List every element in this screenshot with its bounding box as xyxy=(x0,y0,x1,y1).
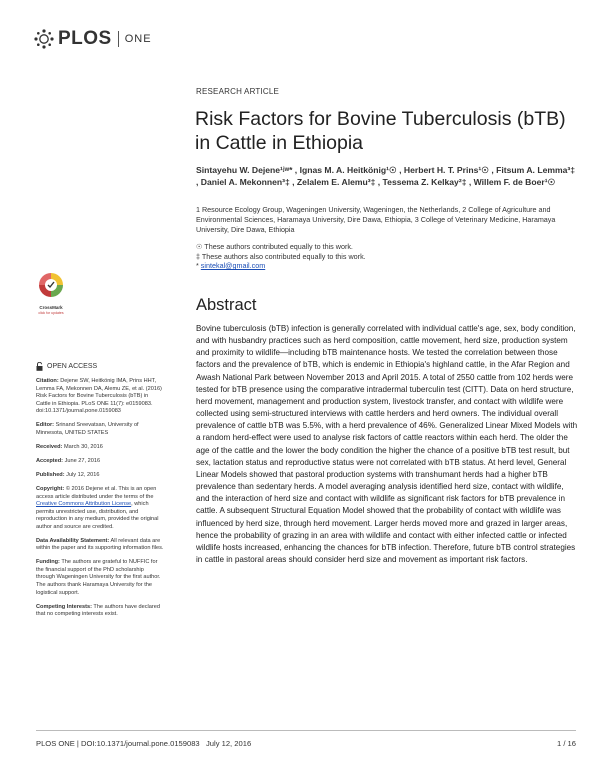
published-value: July 12, 2016 xyxy=(66,471,100,478)
copyright-pre: © 2016 Dejene et al. This is an open access article distributed under the terms of the xyxy=(36,485,157,500)
accepted-value: June 27, 2016 xyxy=(64,457,101,464)
footer-citation: PLOS ONE | DOI:10.1371/journal.pone.0159083 July 12, 2016 xyxy=(36,739,252,748)
published-date xyxy=(36,472,164,480)
abstract-text: Bovine tuberculosis (bTB) infection is generally correlated with individual cattle's age, sex, body condition, and with husbandry practices such as herd composition, cattle movement, herd size, production system and proximity to wildlife—including bTB maintenance hosts. We tested the correlation between those factors and the prevalence of bTB, which is endemic in Ethiopia's highland cattle, in the Afar Region and Awash National Park between November 2013 and April 2015. A total of 2550 cattle from 102 herds were tested for bTB presence using the comparative intradermal tuberculin test (CITT). Data on herd structure, herd movement, management and production system, livestock transfer, and contact with wildlife were collected using semi-structured interviews with cattle herders and herd owners. The individual overall prevalence of cattle bTB was 5.5%, with a herd prevalence of 46%. Generalized Linear Mixed Models with a random herd-effect were used to analyse risk factors of cattle reactors within each herd. The older the age of the cattle and the lower the body condition the higher the chance of a positive bTB test result, but sex, lactation status and reproductive status were not correlated with bTB status. At herd level, General Linear Models showed that pastoral production systems with transhumant herds had a higher bTB prevalence than sedentary herds. A model averaging analysis identified herd size, contact with wildlife, and the interaction of herd size and contact with wildlife as significant risk factors for bTB prevalence in cattle. A subsequent Structural Equation Model showed that the probability of contact with wildlife was influenced by herd size, through herd movement. Larger herds moved more and grazed in larger areas, hence the probability of grazing in an area with wildlife and contact with either infected cattle or infected wildlife hosts increased, enhancing the chances for bTB infection. Therefore, future bTB control strategies in cattle in pastoral areas should consider herd size and movement as important risk factors. xyxy=(196,324,578,564)
also-equal-contribution-note: ‡ These authors also contributed equally to this work. xyxy=(196,251,366,261)
citation-text: Dejene SW, Heitkönig IMA, Prins HHT, Lemma FA, Mekonnen DA, Alemu ZE, et al. (2016) Risk Factors for Bovine Tuberculosis (bTB) in Cattle in Ethiopia. PLoS ONE 11(7): e0159083. doi:10.1371/journal.pone.0159083 xyxy=(36,378,162,415)
copyright-label: Copyright: xyxy=(36,485,65,492)
article-title: Risk Factors for Bovine Tuberculosis (bTB) in Cattle in Ethiopia xyxy=(195,108,566,154)
competing-interests xyxy=(36,604,164,619)
accepted-label: Accepted: xyxy=(36,457,64,464)
data-availability-text: All relevant data are within the paper and its supporting information files. xyxy=(36,537,164,552)
plos-one-logo[interactable] xyxy=(33,28,152,50)
received-date xyxy=(36,444,164,452)
data-availability-label: Data Availability Statement: xyxy=(36,537,110,544)
funding-text: The authors are grateful to NUFFIC for the financial support of the PhD scholarship through Wageningen University for the first author. The authors thank Haramaya University for the logistical support. xyxy=(36,559,161,596)
data-availability xyxy=(36,538,164,553)
page-number: 1 / 16 xyxy=(557,739,576,748)
accepted-date xyxy=(36,458,164,466)
open-lock-icon xyxy=(36,362,43,371)
crossmark-label: CrossMark xyxy=(39,305,63,310)
equal-contribution-note: ☉ These authors contributed equally to this work. xyxy=(196,242,353,251)
logo-divider xyxy=(118,31,119,47)
author-notes xyxy=(196,242,580,271)
crossmark-icon[interactable] xyxy=(36,271,66,303)
logo-text: PLOS xyxy=(58,28,112,49)
license-link[interactable]: Creative Commons Attribution License xyxy=(36,501,132,508)
article-type: RESEARCH ARTICLE xyxy=(196,87,280,96)
funding-label: Funding: xyxy=(36,559,60,566)
received-label: Received: xyxy=(36,443,63,450)
email-prefix: * xyxy=(196,261,201,270)
affiliations: 1 Resource Ecology Group, Wageningen University, Wageningen, the Netherlands, 2 College of Agriculture and Environmental Sciences, Haramaya University, Dire Dawa, Ethiopia, 3 College of Veterinary Medicine, Haramaya University, Dire Dawa, Ethiopia xyxy=(196,205,556,234)
citation-label: Citation: xyxy=(36,378,59,384)
competing-text: The authors have declared that no competing interests exist. xyxy=(36,603,160,618)
footer-rule xyxy=(36,730,576,731)
copyright-post: , which permits unrestricted use, distribution, and reproduction in any medium, provided the original author and source are credited. xyxy=(36,501,159,530)
open-access-badge xyxy=(36,362,164,371)
funding xyxy=(36,559,164,597)
abstract-heading: Abstract xyxy=(196,296,257,314)
published-label: Published: xyxy=(36,471,65,478)
author-list: Sintayehu W. Dejene¹ʲʷ* , Ignas M. A. Heitkönig¹☉ , Herbert H. T. Prins¹☉ , Fitsum A. Lemma³‡ , Daniel A. Mekonnen³‡ , Zelalem E. Alemu³‡ , Tessema Z. Kelkay²‡ , Willem F. de Boer¹☉ xyxy=(196,165,576,187)
competing-label: Competing Interests: xyxy=(36,603,92,610)
corresponding-email xyxy=(196,261,580,271)
article-info-sidebar xyxy=(36,362,164,625)
open-access-label: OPEN ACCESS xyxy=(47,362,98,370)
logo-journal: ONE xyxy=(124,33,152,45)
editor-text: Srinand Sreevatsan, University of Minnesota, UNITED STATES xyxy=(36,422,139,436)
plos-dots-icon xyxy=(33,28,55,50)
citation xyxy=(36,378,164,416)
crossmark-sublabel: click for updates xyxy=(38,311,64,315)
copyright xyxy=(36,486,164,531)
email-link[interactable]: sintekal@gmail.com xyxy=(200,261,266,270)
editor-label: Editor: xyxy=(36,422,55,429)
editor xyxy=(36,422,164,437)
received-value: March 30, 2016 xyxy=(64,443,103,450)
